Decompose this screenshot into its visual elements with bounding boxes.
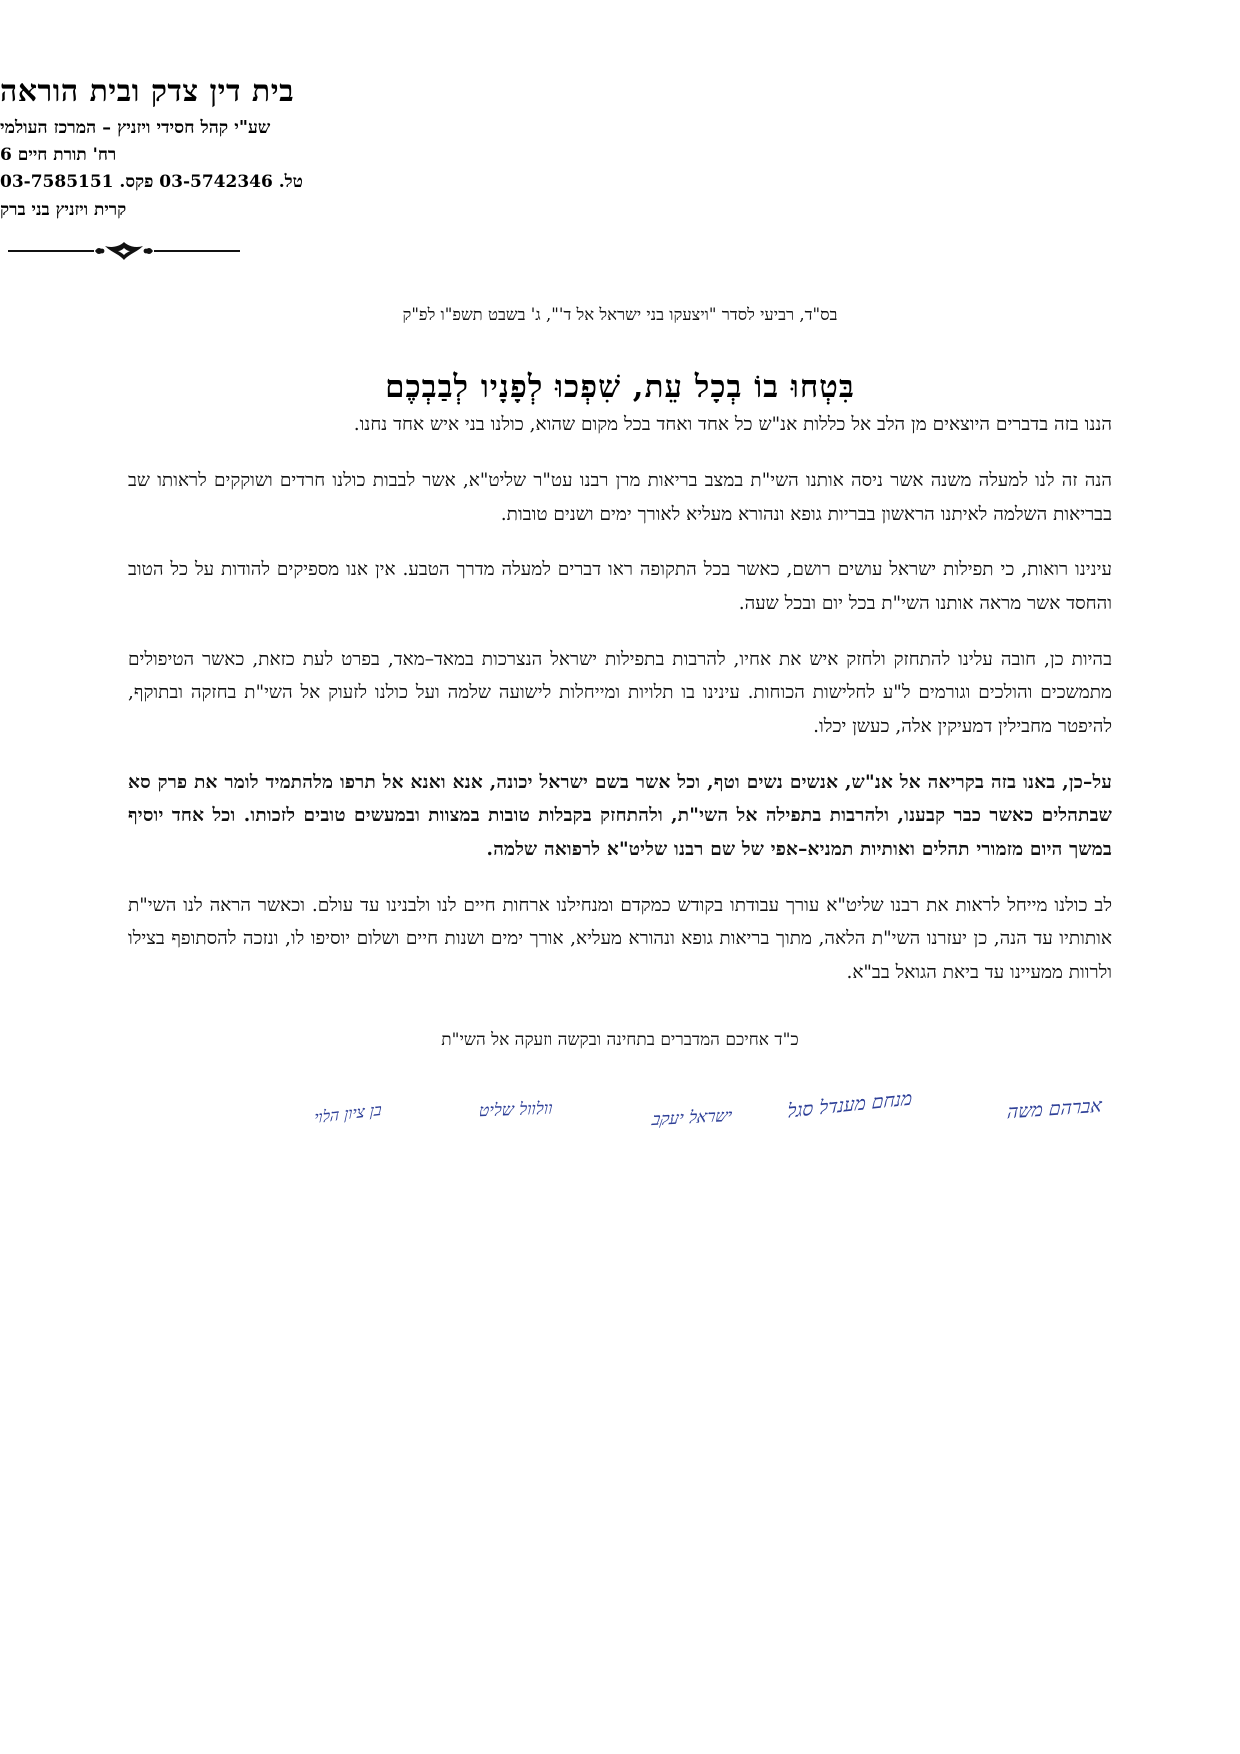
- organization-title: בית דין צדק ובית הוראה: [0, 74, 295, 109]
- divider-container: [0, 224, 1240, 268]
- letterhead: [0, 0, 1240, 224]
- paragraph-4: בהיות כן, חובה עלינו להתחזק ולחזק איש את אחיו, להרבות בתפילות ישראל הנצרכות במאד–מאד, בפרט לעת כזאת, כאשר הטיפולים מתמשכים והולכים וגורמים ל"ע לחלישות הכוחות. עינינו בו תלויות ומייחלות לישועה שלמה ועל כולנו לזעוק אל השי"ת בחזקה ובתוקף, להיפטר מחבילין דמעיקין אלה, כעשן יכלו.: [128, 648, 1112, 738]
- phone-fax-line: טל. 03-5742346 פקס. 03-7585151: [0, 172, 303, 193]
- decorative-divider-icon: [0, 238, 248, 264]
- signature-2: מנחם מענדל סגל: [786, 1086, 913, 1123]
- paragraph-6: לב כולנו מייחל לראות את רבנו שליט"א עורך עבודתו בקודש כמקדם ומנחילנו ארחות חיים לנו ולבנינו עד עולם. וכאשר הראה לנו השי"ת אותותיו עד הנה, כן יעזרנו השי"ת הלאה, מתוך בריאות גופא ונהורא מעליא, אורך ימים ושנות חיים ושלום יוסיפו לו, ונזכה להסתופף בצילו ולרוות ממעיינו עד ביאת הגואל בב"א.: [128, 894, 1112, 983]
- signature-5: בן ציון הלוי: [313, 1099, 383, 1127]
- signature-1: אברהם משה: [1006, 1094, 1103, 1124]
- signature-block: [128, 1086, 1112, 1220]
- divider-bar-left: [8, 250, 94, 252]
- signature-4: וולוול שליט: [477, 1098, 553, 1121]
- dateline: בס"ד, רביעי לסדר "ויצעקו בני ישראל אל ד'", ג' בשבט תשפ"ו לפ"ק: [402, 305, 838, 325]
- closing-salutation: כ"ד אחיכם המדברים בתחינה ובקשה וזעקה אל השי"ת: [441, 1029, 799, 1050]
- divider-bar-right: [154, 250, 240, 252]
- paragraph-1: הננו בזה בדברים היוצאים מן הלב אל כללות אנ"ש כל אחד ואחד בכל מקום שהוא, כולנו בני איש אחד נחנו.: [353, 414, 1112, 436]
- city-address: קרית ויזניץ בני ברק: [0, 199, 127, 220]
- paragraph-3: עינינו רואות, כי תפילות ישראל עושים רושם, כאשר בכל התקופה ראו דברים למעלה מדרך הטבע. אין אנו מספיקים להודות על כל הטוב והחסד אשר מראה אותנו השי"ת בכל יום ובכל שעה.: [128, 559, 1112, 615]
- street-address: רח' תורת חיים 6: [0, 144, 117, 165]
- letter-body: [0, 302, 1240, 1219]
- paragraph-5-emphasized: על–כן, באנו בזה בקריאה אל אנ"ש, אנשים נשים וטף, וכל אשר בשם ישראל יכונה, אנא ואנא אל תרפו מלהתמיד לומר את פרק סא שבתהלים כאשר כבר קבענו, ולהרבות בתפילה אל השי"ת, ולהתחזק בקבלות טובות במצוות ובמעשים טובים לזכותו. וכל אחד יוסיף במשך היום מזמורי תהלים ואותיות תמניא–אפי של שם רבנו שליט"א לרפואה שלמה.: [128, 771, 1112, 861]
- letter-title: בִּטְחוּ בוֹ בְכָל עֵת, שִׁפְכוּ לְפָנָיו לְבַבְכֶם: [385, 368, 855, 405]
- signature-3: ישראל יעקב: [650, 1105, 734, 1130]
- organization-affiliation: שע"י קהל חסידי ויזניץ – המרכז העולמי: [0, 118, 271, 139]
- paragraph-2: הנה זה לנו למעלה משנה אשר ניסה אותנו השי"ת במצב בריאות מרן רבנו עט"ר שליט"א, אשר לבבות כולנו חרדים ושוקקים לראותו שב בבריאות השלמה לאיתנו הראשון בבריות גופא ונהורא מעליא לאורך ימים ושנים טובות.: [128, 470, 1112, 525]
